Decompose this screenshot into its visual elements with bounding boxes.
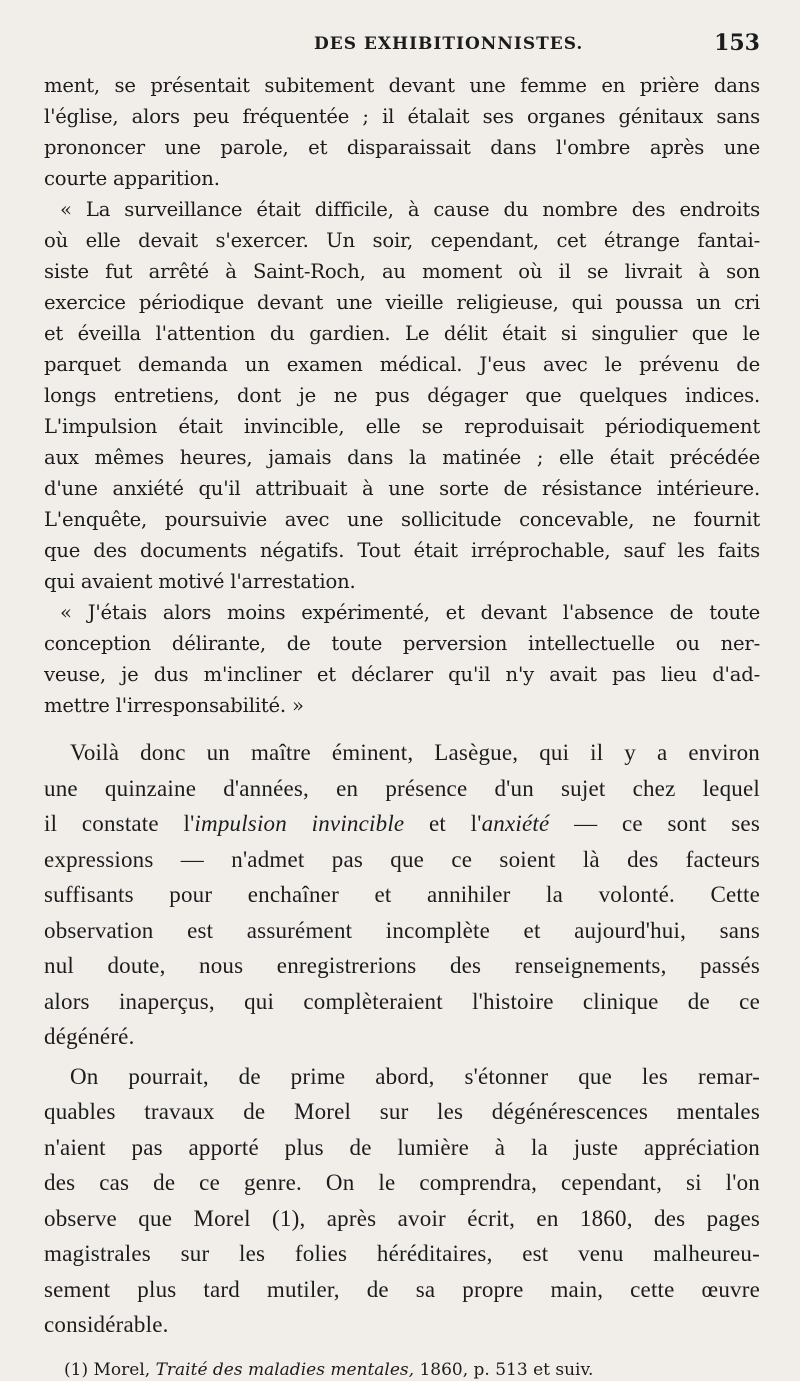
- text-line: qui avaient motivé l'arrestation.: [44, 570, 356, 593]
- running-head: [44, 30, 760, 70]
- text-line: sement plus tard mutiler, de sa propre main, cette œuvre: [44, 1276, 760, 1302]
- text-line-with-emphasis: il constate l'impulsion invincible et l'anxiété — ce sont ses: [44, 811, 760, 836]
- text-line: On pourrait, de prime abord, s'étonner que les remar-: [70, 1063, 760, 1089]
- text-line: « J'étais alors moins expérimenté, et devant l'absence de toute: [60, 601, 760, 624]
- quoted-passage: [44, 70, 760, 721]
- main-text: [44, 735, 760, 1343]
- text-line: ment, se présentait subitement devant une femme en prière dans: [44, 74, 760, 97]
- text-line: dégénéré.: [44, 1024, 135, 1049]
- text-line: observe que Morel (1), après avoir écrit, en 1860, des pages: [44, 1205, 760, 1231]
- text-line: d'une anxiété qu'il attribuait à une sorte de résistance intérieure.: [44, 477, 760, 500]
- text-line: magistrales sur les folies héréditaires, est venu malheureu-: [44, 1241, 760, 1266]
- text-line: observation est assurément incomplète et aujourd'hui, sans: [44, 917, 760, 943]
- text-line: veuse, je dus m'incliner et déclarer qu'il n'y avait pas lieu d'ad-: [44, 663, 760, 686]
- text-line: exercice périodique devant une vieille religieuse, qui poussa un cri: [44, 291, 760, 314]
- footnote-author: Morel,: [93, 1359, 151, 1380]
- text-line: « La surveillance était difficile, à cause du nombre des endroits: [60, 198, 760, 221]
- text-line: que des documents négatifs. Tout était irréprochable, sauf les faits: [44, 539, 760, 562]
- emphasized-term: anxiété: [481, 811, 550, 836]
- text-line: L'enquête, poursuivie avec une sollicitude concevable, ne fournit: [44, 508, 760, 531]
- text-line: siste fut arrêté à Saint-Roch, au moment où il se livrait à son: [44, 260, 760, 283]
- footnote-title: Traité des maladies mentales,: [155, 1359, 415, 1380]
- footnote-marker: (1): [64, 1359, 89, 1380]
- emphasized-term: impulsion invincible: [194, 811, 405, 836]
- text-line: n'aient pas apporté plus de lumière à la juste appréciation: [44, 1134, 760, 1160]
- text-line: l'église, alors peu fréquentée ; il étalait ses organes génitaux sans: [44, 105, 760, 128]
- text-line: où elle devait s'exercer. Un soir, cependant, cet étrange fantai-: [44, 229, 760, 252]
- text-line: quables travaux de Morel sur les dégénérescences mentales: [44, 1099, 760, 1124]
- text-line: courte apparition.: [44, 167, 220, 190]
- text-line: parquet demanda un examen médical. J'eus avec le prévenu de: [44, 353, 760, 376]
- text-line: des cas de ce genre. On le comprendra, cependant, si l'on: [44, 1170, 760, 1195]
- text-line: aux mêmes heures, jamais dans la matinée ; elle était précédée: [44, 446, 760, 469]
- footnote: [44, 1359, 760, 1381]
- text-line: considérable.: [44, 1312, 169, 1337]
- text-line: une quinzaine d'années, en présence d'un sujet chez lequel: [44, 775, 760, 801]
- running-title: DES EXHIBITIONNISTES.: [314, 34, 584, 54]
- footnote-rest: 1860, p. 513 et suiv.: [419, 1359, 594, 1380]
- text-line: nul doute, nous enregistrerions des renseignements, passés: [44, 953, 760, 978]
- text-line: Voilà donc un maître éminent, Lasègue, qui il y a environ: [70, 740, 760, 765]
- text-line: et éveilla l'attention du gardien. Le délit était si singulier que le: [44, 322, 760, 345]
- text-line: conception délirante, de toute perversion intellectuelle ou ner-: [44, 632, 760, 655]
- text-line: longs entretiens, dont je ne pus dégager que quelques indices.: [44, 384, 760, 407]
- text-line: prononcer une parole, et disparaissait dans l'ombre après une: [44, 136, 760, 159]
- text-line: expressions — n'admet pas que ce soient là des facteurs: [44, 846, 760, 872]
- text-line: mettre l'irresponsabilité. »: [44, 694, 304, 717]
- page-number: 153: [714, 30, 760, 56]
- text-line: suffisants pour enchaîner et annihiler la volonté. Cette: [44, 882, 760, 907]
- text-line: L'impulsion était invincible, elle se reproduisait périodiquement: [44, 415, 760, 438]
- text-line: alors inaperçus, qui complèteraient l'histoire clinique de ce: [44, 988, 760, 1014]
